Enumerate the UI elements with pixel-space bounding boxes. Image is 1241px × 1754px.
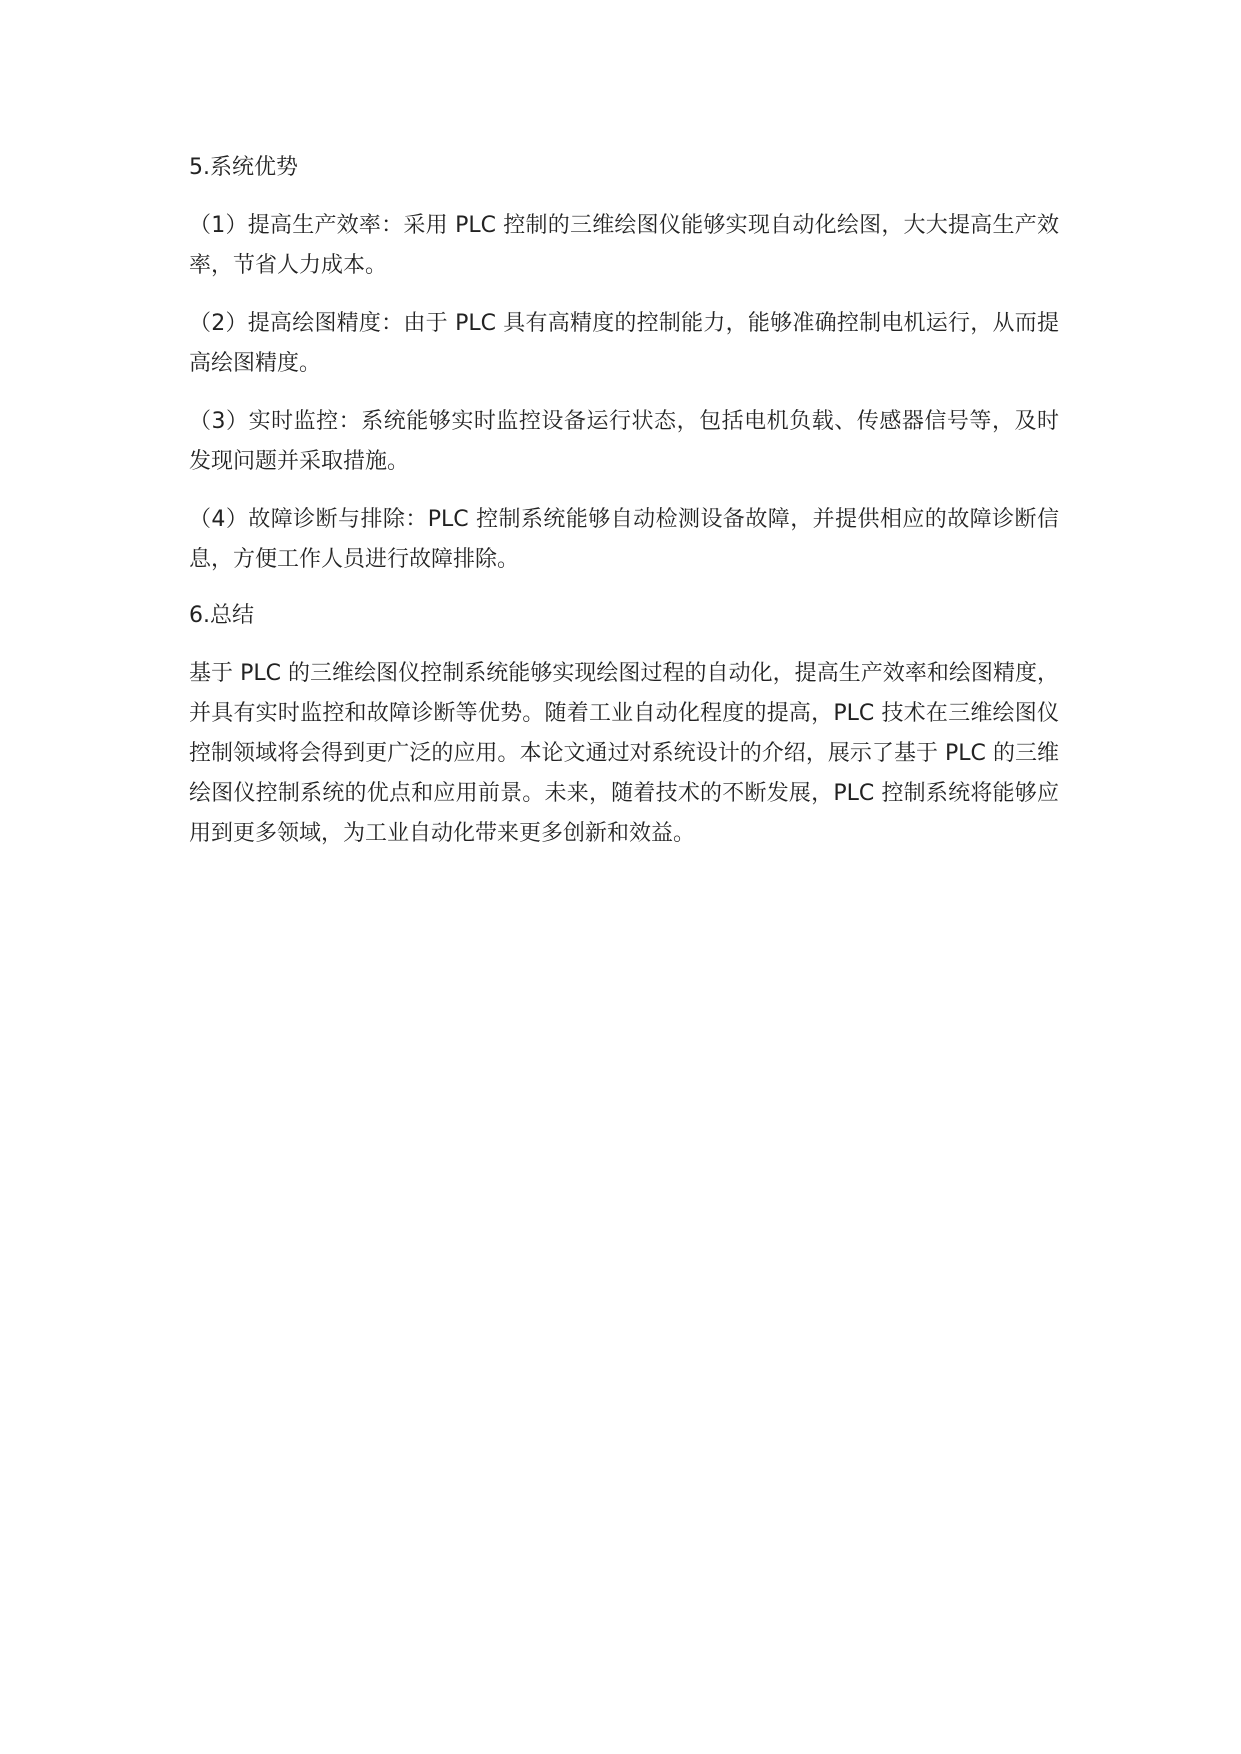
advantage-item-3: （3）实时监控：系统能够实时监控设备运行状态，包括电机负载、传感器信号等，及时发现问题并采取措施。	[189, 409, 1059, 474]
advantage-item-4: （4）故障诊断与排除：PLC 控制系统能够自动检测设备故障，并提供相应的故障诊断信息，方便工作人员进行故障排除。	[189, 507, 1059, 572]
section-6-heading: 6.总结	[189, 603, 254, 628]
document-content	[189, 150, 1059, 872]
section-5-heading: 5.系统优势	[189, 155, 298, 180]
advantage-item-2: （2）提高绘图精度：由于 PLC 具有高精度的控制能力，能够准确控制电机运行，从而提高绘图精度。	[189, 311, 1059, 376]
advantage-item-1: （1）提高生产效率：采用 PLC 控制的三维绘图仪能够实现自动化绘图，大大提高生产效率，节省人力成本。	[189, 213, 1059, 278]
summary-paragraph: 基于 PLC 的三维绘图仪控制系统能够实现绘图过程的自动化，提高生产效率和绘图精度，并具有实时监控和故障诊断等优势。随着工业自动化程度的提高，PLC 技术在三维绘图仪控制领域将会得到更广泛的应用。本论文通过对系统设计的介绍，展示了基于 PLC 的三维绘图仪控制系统的优点和应用前景。未来，随着技术的不断发展，PLC 控制系统将能够应用到更多领域，为工业自动化带来更多创新和效益。	[189, 661, 1059, 846]
